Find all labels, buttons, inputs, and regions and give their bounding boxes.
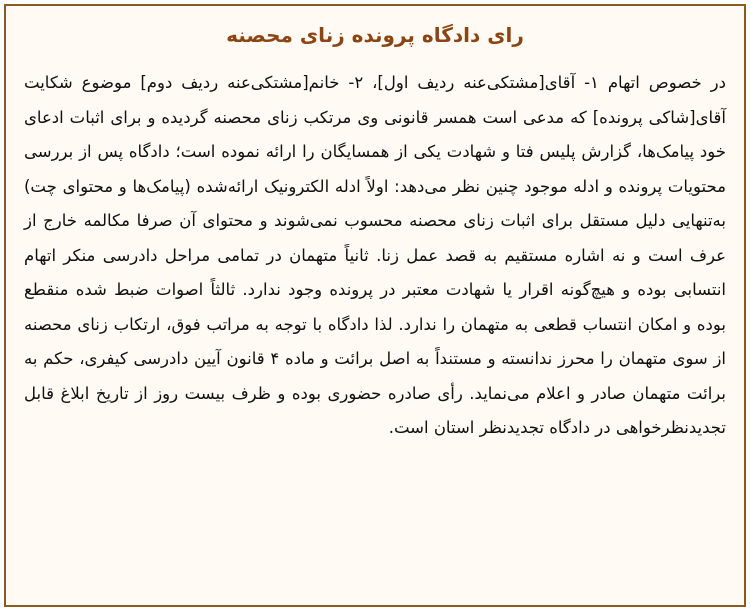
verdict-document <box>4 4 746 607</box>
document-body: در خصوص اتهام ۱- آقای[مشتکی‌عنه ردیف اول]، ۲- خانم[مشتکی‌عنه ردیف دوم] موضوع شکایت آقای[شاکی پرونده] که مدعی است همسر قانونی وی مرتکب زنای محصنه گردیده و برای اثبات ادعای خود پیامک‌ها، گزارش پلیس فتا و شهادت یکی از همسایگان را ارائه نموده است؛ دادگاه پس از بررسی محتویات پرونده و ادله موجود چنین نظر می‌دهد: اولاً ادله الکترونیک ارائه‌شده (پیامک‌ها و محتوای چت) به‌تنهایی دلیل مستقل برای اثبات زنای محصنه محسوب نمی‌شوند و محتوای آن صرفا مکالمه خارج از عرف است و نه اشاره مستقیم به قصد عمل زنا. ثانیاً متهمان در تمامی مراحل دادرسی منکر اتهام انتسابی بوده و هیچ‌گونه اقرار یا شهادت معتبر در پرونده وجود ندارد. ثالثاً اصوات ضبط شده منقطع بوده و امکان انتساب قطعی به متهمان را ندارد. لذا دادگاه با توجه به مراتب فوق، ارتکاب زنای محصنه از سوی متهمان را محرز ندانسته و مستنداً به اصل برائت و ماده ۴ قانون آیین دادرسی کیفری، حکم به برائت متهمان صادر و اعلام می‌نماید. رأی صادره حضوری بوده و ظرف بیست روز از تاریخ ابلاغ قابل تجدیدنظرخواهی در دادگاه تجدیدنظر استان است. <box>24 73 726 437</box>
document-title: رای دادگاه پرونده زنای محصنه <box>226 23 524 47</box>
